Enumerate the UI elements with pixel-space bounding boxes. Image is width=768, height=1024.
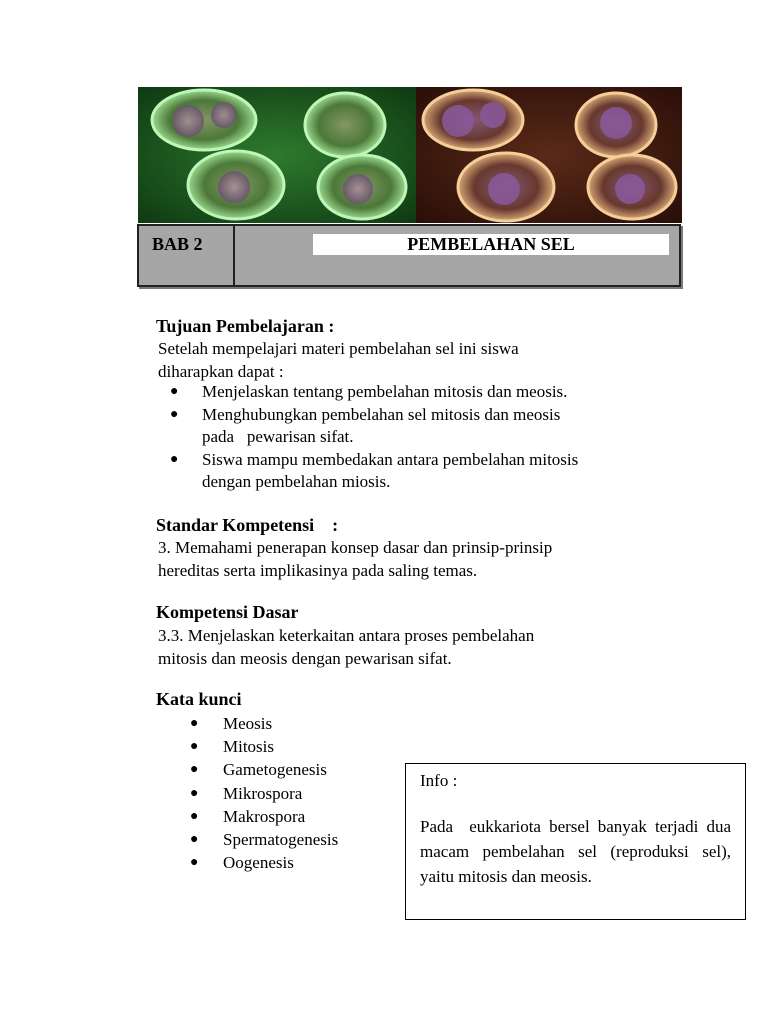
- banner-image: [138, 87, 682, 223]
- list-item: [190, 828, 393, 851]
- list-item: [170, 404, 672, 449]
- bullet-icon: ●: [190, 739, 199, 755]
- tujuan-intro-line: Setelah mempelajari materi pembelahan sel ini siswa: [158, 339, 519, 358]
- bullet-icon: ●: [190, 716, 199, 731]
- info-title: Info :: [420, 771, 458, 790]
- list-item: [190, 758, 393, 781]
- dasar-line: mitosis dan meosis dengan pewarisan sifat.: [158, 648, 452, 668]
- tujuan-intro: [158, 338, 658, 383]
- standar-heading: Standar Kompetensi :: [156, 515, 339, 535]
- info-text: Pada eukkariota bersel banyak terjadi dua macam pembelahan sel (reproduksi sel), yaitu mitosis dan meosis.: [420, 817, 736, 886]
- keyword: Mikrospora: [223, 783, 303, 803]
- list-item: [190, 851, 393, 874]
- bullet-icon: ●: [190, 832, 199, 848]
- list-item: [170, 449, 672, 494]
- list-item-text: Menjelaskan tentang pembelahan mitosis dan meosis.: [202, 382, 568, 401]
- keyword: Mitosis: [223, 737, 275, 757]
- chapter-label: BAB 2: [152, 234, 203, 254]
- dasar-heading: Kompetensi Dasar: [156, 602, 299, 622]
- list-item: [170, 381, 672, 404]
- chapter-title: PEMBELAHAN SEL: [313, 234, 669, 255]
- standar-text: [158, 537, 658, 582]
- keyword: Spermatogenesis: [223, 830, 339, 850]
- bullet-icon: ●: [190, 762, 199, 778]
- keyword: Gametogenesis: [223, 760, 327, 780]
- standar-line: hereditas serta implikasinya pada saling temas.: [158, 560, 478, 580]
- chapter-header: [137, 224, 681, 287]
- standar-line: 3. Memahami penerapan konsep dasar dan prinsip-prinsip: [158, 538, 553, 557]
- tujuan-list: [170, 381, 672, 494]
- kata-kunci-heading: Kata kunci: [156, 689, 242, 709]
- list-item-text: Siswa mampu membedakan antara pembelahan mitosis: [202, 449, 579, 469]
- bullet-icon: ●: [170, 384, 179, 399]
- bullet-icon: ●: [170, 451, 179, 467]
- keyword: Oogenesis: [223, 853, 294, 873]
- list-item: [190, 782, 393, 805]
- list-item-text: pada pewarisan sifat.: [202, 427, 354, 446]
- dasar-text: [158, 625, 658, 670]
- dasar-line: 3.3. Menjelaskan keterkaitan antara proses pembelahan: [158, 626, 535, 645]
- kata-kunci-list: [190, 712, 393, 874]
- bullet-icon: ●: [190, 785, 199, 801]
- list-item-text: dengan pembelahan miosis.: [202, 472, 391, 491]
- tujuan-heading: Tujuan Pembelajaran :: [156, 316, 335, 336]
- tujuan-intro-line: diharapkan dapat :: [158, 361, 284, 381]
- list-item: [190, 805, 393, 828]
- bullet-icon: ●: [170, 406, 179, 422]
- list-item-text: Menghubungkan pembelahan sel mitosis dan meosis: [202, 404, 561, 424]
- list-item: [190, 735, 393, 758]
- keyword: Meosis: [223, 714, 273, 733]
- keyword: Makrospora: [223, 806, 306, 826]
- info-box: [405, 763, 746, 920]
- bullet-icon: ●: [190, 855, 199, 871]
- list-item: [190, 712, 393, 735]
- chapter-cell: [139, 226, 235, 285]
- bullet-icon: ●: [190, 808, 199, 824]
